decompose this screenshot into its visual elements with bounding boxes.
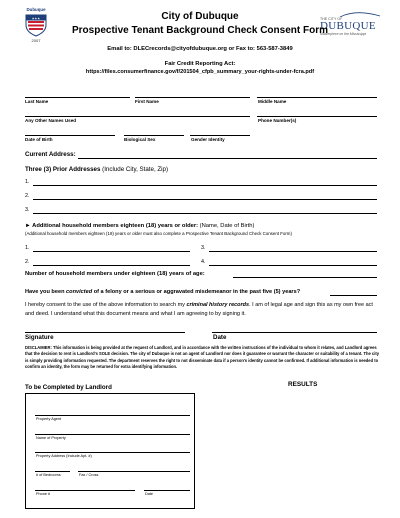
household-2-field[interactable] — [33, 265, 190, 266]
felony-question — [25, 289, 300, 295]
fcra-label: Fair Credit Reporting Act: — [164, 61, 236, 67]
felony-em: convicted — [66, 289, 93, 295]
household-3-number: 3. — [201, 245, 206, 251]
landlord-phone-label: Phone # — [36, 492, 51, 496]
results-label: RESULTS — [288, 381, 318, 388]
current-address-label: Current Address: — [25, 151, 76, 158]
household-title: ► Additional household members eighteen (18) years or older: — [25, 223, 199, 229]
prior-addresses-heading — [25, 166, 168, 173]
gender-identity-field[interactable] — [190, 135, 250, 136]
bedrooms-label: # of Bedrooms — [36, 473, 61, 477]
household-1-field[interactable] — [33, 251, 190, 252]
landlord-date-field[interactable] — [144, 490, 190, 491]
under18-label: Number of household members under eighteen (18) years of age: — [25, 271, 205, 277]
consent-pre: I hereby consent to the use of the above information to search my — [25, 302, 187, 308]
bedrooms-field[interactable] — [35, 471, 70, 472]
gender-identity-label: Gender Identity — [191, 137, 225, 142]
prior-address-2-number: 2. — [25, 193, 30, 199]
property-address-label: Property Address (Include Apt. #) — [36, 454, 92, 458]
fax-cross-label: Fax / Cross — [79, 473, 99, 477]
prior-address-3-number: 3. — [25, 207, 30, 213]
signature-date-field[interactable] — [212, 332, 377, 333]
household-2-number: 2. — [25, 259, 30, 265]
household-4-field[interactable] — [209, 265, 377, 266]
middle-name-field[interactable] — [257, 97, 377, 98]
bio-sex-label: Biological Sex — [124, 137, 156, 142]
household-3-field[interactable] — [209, 251, 377, 252]
dob-label: Date of Birth — [25, 137, 53, 142]
disclaimer — [25, 345, 380, 370]
property-address-field[interactable] — [35, 452, 190, 453]
first-name-label: First Name — [135, 99, 159, 104]
property-agent-label: Property Agent — [36, 417, 62, 421]
property-name-label: Name of Property — [36, 436, 66, 440]
felony-pre: Have you been — [25, 289, 67, 295]
prior-addresses-title: Three (3) Prior Addresses — [25, 166, 101, 173]
felony-answer-field[interactable] — [330, 295, 377, 296]
property-agent-field[interactable] — [35, 415, 190, 416]
form-title: Prospective Tenant Background Check Consent Form — [72, 25, 328, 36]
phone-field[interactable] — [257, 116, 377, 117]
landlord-phone-field[interactable] — [35, 490, 135, 491]
phone-label: Phone Number(s) — [258, 118, 297, 123]
prior-address-2-field[interactable] — [33, 199, 377, 200]
disclaimer-text: This information is being provided at the request of Landlord, and in accordance with the written instructions of the individual to whom it relates, and Landlord agrees that the decision to rent is Landlord's SOLE decision. The city of Dubuque is not an agent of Landlord nor does it guarantee or warrant the character or suitability of a tenant. The city is simply providing information requested. The department reserves the right to not disseminate data if a person's identity cannot be confirmed. If additional information is needed to confirm an identity, the form may be returned for extra identifying information. — [25, 345, 379, 369]
landlord-heading: To be Completed by Landlord — [25, 384, 112, 391]
signature-date-label: Date — [213, 334, 227, 341]
contact-info: Email to: DLECrecords@cityofdubuque.org or Fax to: 563-587-3849 — [107, 46, 293, 52]
felony-post: of a felony or a serious or aggravated misdemeanor in the past five (5) years? — [92, 289, 301, 295]
dob-field[interactable] — [25, 135, 115, 136]
prior-addresses-hint: (Include City, State, Zip) — [102, 166, 169, 173]
prior-address-3-field[interactable] — [33, 213, 377, 214]
bio-sex-field[interactable] — [124, 135, 184, 136]
landlord-box — [25, 393, 195, 509]
household-4-number: 4. — [201, 259, 206, 265]
consent-em: criminal history records — [186, 302, 250, 308]
svg-text:★★★: ★★★ — [31, 16, 41, 21]
logo-dubuque-text: DUBUQUE — [320, 20, 376, 32]
last-name-field[interactable] — [25, 97, 130, 98]
current-address-field[interactable] — [78, 158, 377, 159]
prior-address-1-number: 1. — [25, 179, 30, 185]
under18-field[interactable] — [233, 277, 377, 278]
signature-label: Signature — [25, 334, 54, 341]
signature-field[interactable] — [25, 332, 185, 333]
consent-post: . I am of legal age and sign this as my own free act and deed. I understand what this document means and what I am agreeing to by signing it. — [25, 302, 373, 317]
landlord-date-label: Date — [145, 492, 154, 496]
household-heading — [25, 223, 254, 229]
property-name-field[interactable] — [35, 434, 190, 435]
last-name-label: Last Name — [25, 99, 49, 104]
household-hint: (Name, Date of Birth) — [199, 223, 255, 229]
logo-year: 2007 — [31, 38, 41, 43]
middle-name-label: Middle Name — [258, 99, 287, 104]
logo-city-text: Dubuque — [26, 7, 46, 12]
fax-cross-field[interactable] — [78, 471, 190, 472]
first-name-field[interactable] — [135, 97, 250, 98]
other-names-label: Any Other Names Used — [25, 118, 77, 123]
consent-text — [25, 301, 380, 318]
logo-the-city-of: THE CITY OF — [320, 17, 343, 21]
other-names-field[interactable] — [25, 116, 250, 117]
org-title: City of Dubuque — [161, 11, 239, 22]
household-1-number: 1. — [25, 245, 30, 251]
fcra-link[interactable]: https://files.consumerfinance.gov/f/201504_cfpb_summary_your-rights-under-fcra.pdf — [85, 69, 315, 75]
city-logo-left — [22, 7, 50, 43]
logo-tagline: Masterpiece on the Mississippi — [320, 32, 367, 36]
household-note: (Additional household members eighteen (18) years or older must also complete a Prospective Tenant Background Check Consent Form) — [25, 231, 292, 236]
disclaimer-label: DISCLAIMER: — [25, 345, 52, 350]
shield-icon — [22, 13, 50, 37]
prior-address-1-field[interactable] — [33, 185, 377, 186]
